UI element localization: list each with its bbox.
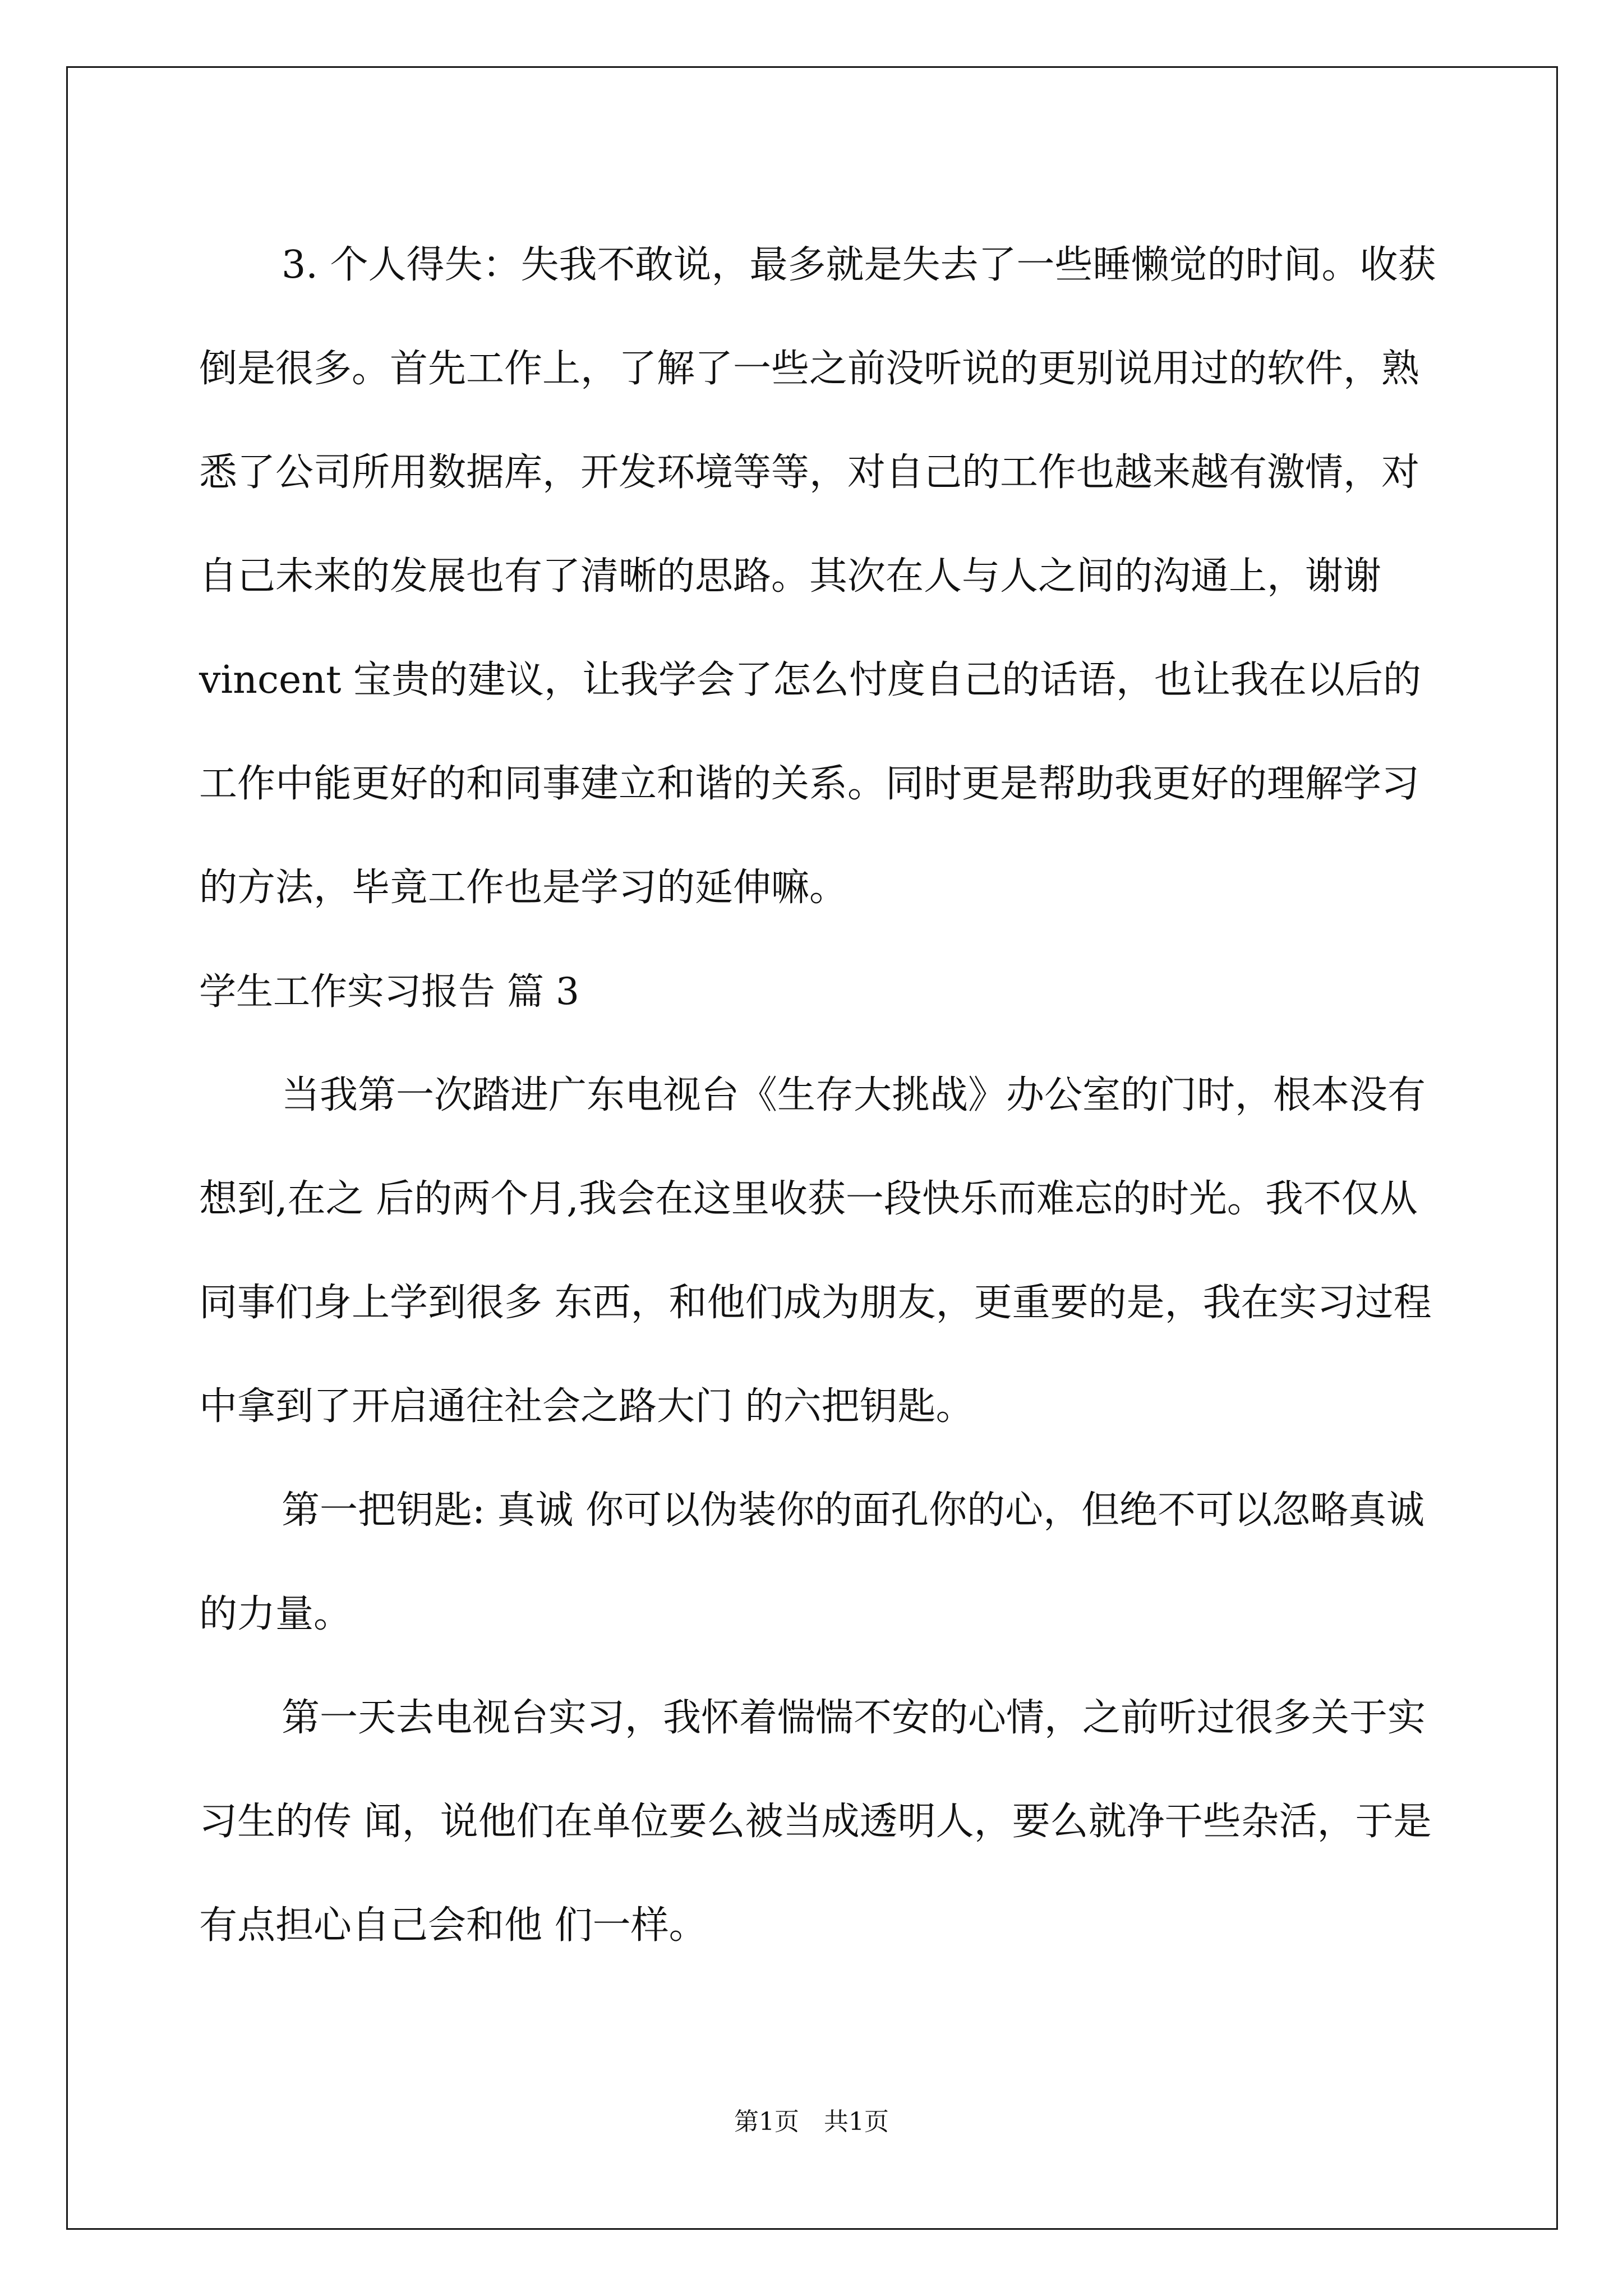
section-heading: 学生工作实习报告 篇 3 [199, 970, 579, 1013]
page-footer: 第1页 共1页 [734, 2108, 889, 2136]
paragraph-first-key: 第一把钥匙: 真诚 你可以伪装你的面孔你的心，但绝不可以忽略真诚的力量。 [199, 1488, 1425, 1636]
paragraph-personal-gains: 3. 个人得失：失我不敢说，最多就是失去了一些睡懒觉的时间。收获倒是很多。首先工作上，了解了一些之前没听说的更别说用过的软件，熟悉了公司所用数据库，开发环境等等，对自己的工作也越来越有激情，对自己未来的发展也有了清晰的思路。其次在人与人之间的沟通上，谢谢 vincent 宝贵的建议，让我学会了怎么忖度自己的话语，也让我在以后的工作中能更好的和同事建立和谐的关系。同时更是帮助我更好的理解学习的方法，毕竟工作也是学习的延伸嘛。 [199, 243, 1436, 910]
paragraph-intro: 当我第一次踏进广东电视台《生存大挑战》办公室的门时，根本没有想到,在之 后的两个月,我会在这里收获一段快乐而难忘的时光。我不仅从同事们身上学到很多 东西，和他们成为朋友，更重要的是，我在实习过程中拿到了开启通往社会之路大门 的六把钥匙。 [199, 1073, 1432, 1429]
document-body [199, 213, 1438, 1977]
paragraph-first-day: 第一天去电视台实习，我怀着惴惴不安的心情，之前听过很多关于实习生的传 闻，说他们在单位要么被当成透明人，要么就净干些杂活，于是有点担心自己会和他 们一样。 [199, 1696, 1432, 1948]
